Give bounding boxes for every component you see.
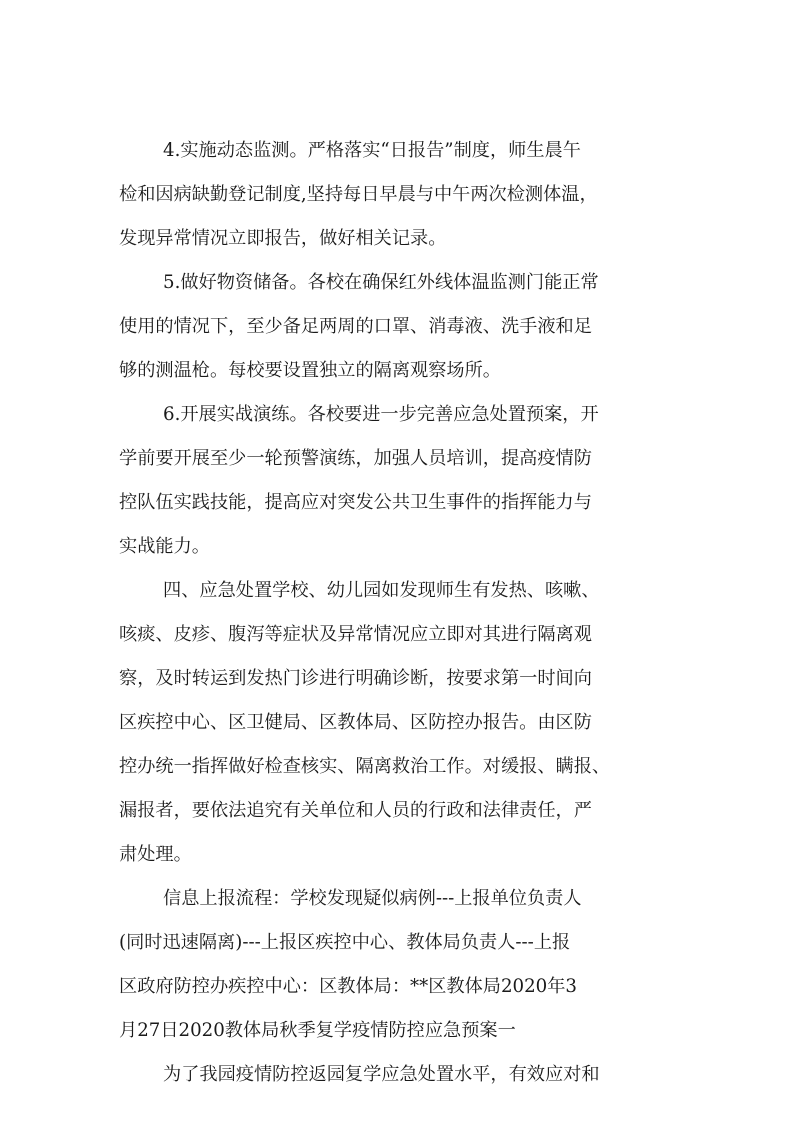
text-line: 漏报者，要依法追究有关单位和人员的行政和法律责任，严 bbox=[119, 800, 592, 821]
text-line: 检和因病缺勤登记制度,坚持每日早晨与中午两次检测体温， bbox=[119, 184, 598, 205]
text-line: 学前要开展至少一轮预警演练，加强人员培训，提高疫情防 bbox=[119, 448, 592, 469]
text-line: 控队伍实践技能，提高应对突发公共卫生事件的指挥能力与 bbox=[119, 492, 592, 513]
text-line: 使用的情况下，至少备足两周的口罩、消毒液、洗手液和足 bbox=[119, 316, 592, 337]
text-line: 实战能力。 bbox=[119, 536, 210, 557]
text-line: (同时迅速隔离)---上报区疾控中心、教体局负责人---上报 bbox=[119, 932, 571, 953]
text-line: 咳痰、皮疹、腹泻等症状及异常情况应立即对其进行隔离观 bbox=[119, 624, 592, 645]
text-line: 为了我园疫情防控返园复学应急处置水平，有效应对和 bbox=[163, 1064, 600, 1085]
text-line: 区政府防控办疾控中心：区教体局：**区教体局2020年3 bbox=[119, 976, 577, 997]
text-line: 察，及时转运到发热门诊进行明确诊断，按要求第一时间向 bbox=[119, 668, 592, 689]
text-line: 4.实施动态监测。严格落实“日报告”制度，师生晨午 bbox=[163, 140, 581, 161]
text-line: 够的测温枪。每校要设置独立的隔离观察场所。 bbox=[119, 360, 501, 381]
text-line: 月27日2020教体局秋季复学疫情防控应急预案一 bbox=[119, 1020, 516, 1041]
text-line: 肃处理。 bbox=[119, 844, 192, 865]
text-line: 区疾控中心、区卫健局、区教体局、区防控办报告。由区防 bbox=[119, 712, 592, 733]
text-line: 发现异常情况立即报告，做好相关记录。 bbox=[119, 228, 447, 249]
text-line: 5.做好物资储备。各校在确保红外线体温监测门能正常 bbox=[163, 272, 599, 293]
text-line: 信息上报流程：学校发现疑似病例---上报单位负责人 bbox=[163, 888, 582, 909]
text-line: 四、应急处置学校、幼儿园如发现师生有发热、咳嗽、 bbox=[163, 580, 600, 601]
text-line: 控办统一指挥做好检查核实、隔离救治工作。对缓报、瞒报、 bbox=[119, 756, 611, 777]
text-line: 6.开展实战演练。各校要进一步完善应急处置预案，开 bbox=[163, 404, 599, 425]
